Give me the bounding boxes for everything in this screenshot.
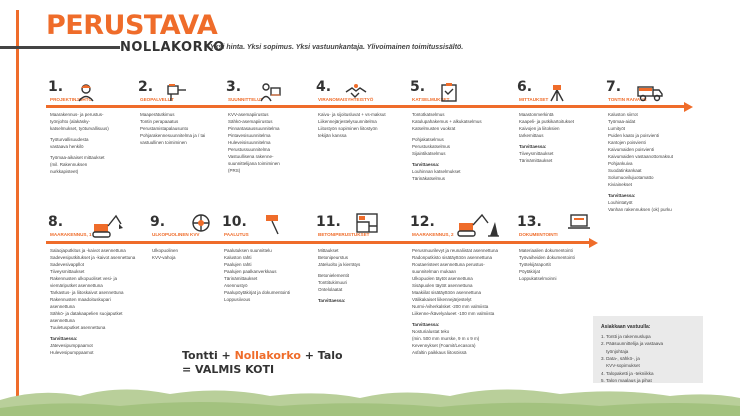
detail-paragraph xyxy=(50,248,165,332)
detail-line: Kaivumaiden vastaanottomaksut xyxy=(608,153,674,159)
detail-line: Loppusiivous xyxy=(224,296,251,302)
detail-line: Perusmuurilevyt ja reunaliistat asennettuna xyxy=(412,248,499,253)
detail-line: suunnittelijana toimiminen xyxy=(228,160,280,166)
detail-paragraph xyxy=(412,137,497,158)
optional-line: Tiiveysmittaukset xyxy=(519,150,554,156)
detail-line: Tärinämittaukset xyxy=(224,275,258,281)
detail-line: Pohjankuiva xyxy=(608,160,633,166)
detail-line: Pohjarakennesuunnitelma ja / tai xyxy=(140,132,206,138)
detail-line: tarkemittaus xyxy=(519,132,544,138)
optional-section xyxy=(519,144,599,165)
detail-line: Rakennusten maadoituskupari xyxy=(50,296,111,302)
detail-line: tekijän kanssa xyxy=(318,132,347,138)
detail-line: Katulupahakemus + alkukatselmus xyxy=(412,118,482,124)
detail-line: Työmaa-aidat xyxy=(608,118,636,124)
detail-line: Pohjakatselmus xyxy=(412,136,444,142)
step-title: MAARAKENNUS, 1 xyxy=(50,232,92,237)
detail-line: asennettuna xyxy=(50,303,75,309)
clipboard-icon xyxy=(440,82,458,107)
detail-line: Nurmi-/viherkalsket -200 mm valmiista xyxy=(412,303,489,309)
responsibility-item: 3. Data-, sähkö-, ja xyxy=(601,356,640,362)
blueprint-icon xyxy=(355,212,379,239)
optional-line: Louhintatyöt xyxy=(608,199,633,205)
pipe-icon xyxy=(190,212,212,239)
detail-paragraph xyxy=(224,248,309,304)
brand-title: PERUSTAVA xyxy=(46,10,218,41)
step-title: TONTIN RAIVAUS xyxy=(608,97,647,102)
step-details xyxy=(412,248,532,361)
detail-line: vastaava henkilö xyxy=(50,143,84,149)
responsibility-item: KVV-sopimukset xyxy=(601,363,640,369)
step-number: 3. xyxy=(226,79,242,95)
detail-paragraph xyxy=(228,112,313,175)
excavator-icon xyxy=(90,212,124,245)
step-number: 12. xyxy=(410,214,435,230)
step-details xyxy=(519,248,599,287)
left-accent-bar xyxy=(16,10,19,405)
detail-paragraph xyxy=(50,155,130,176)
detail-line: Maakiilat sisätäyttöön asennettuna xyxy=(412,289,482,295)
step-title: MAARAKENNUS, 2 xyxy=(412,232,454,237)
detail-line: Ulkopuolen täytöt asennettuna xyxy=(412,275,473,281)
laptop-icon xyxy=(566,212,592,237)
detail-line: Työvaiheiden dokumentointi xyxy=(519,254,575,260)
timeline-bottom-arrow xyxy=(589,238,598,248)
drill-icon xyxy=(166,82,188,107)
optional-title: Tarvittaessa: xyxy=(318,297,346,303)
detail-line: katselmukset, työturvallisuus) xyxy=(50,125,109,131)
step-details xyxy=(318,248,403,309)
optional-line: Nosturialustat teko xyxy=(412,328,450,334)
step-number: 11. xyxy=(316,214,341,230)
responsibility-item: 1. Tontti ja rakennuslupa xyxy=(601,334,651,339)
detail-line: Pintavesisuunnitelma xyxy=(228,132,271,138)
step-number: 2. xyxy=(138,79,154,95)
detail-line: työnjohto (alakäsky- xyxy=(50,118,91,124)
step-title: PAALUTUS xyxy=(224,232,249,237)
detail-line: Jäteluolto ja kierrätys xyxy=(318,261,361,267)
detail-paragraph xyxy=(140,112,220,147)
step-title: BETONIPERUSTUKSET xyxy=(318,232,370,237)
step-details xyxy=(228,112,313,179)
detail-line: Mittaukset xyxy=(318,248,339,253)
detail-line: Materiaalien dokumentointi xyxy=(519,248,573,253)
detail-line: Tarkastus- ja liitoskaivot asennettuna xyxy=(50,289,124,295)
detail-line: Solumuovilujuotamatto xyxy=(608,174,654,180)
optional-section xyxy=(50,336,165,357)
detail-line: Tontotkatselmus xyxy=(412,112,445,117)
optional-section xyxy=(412,322,532,357)
handshake-icon xyxy=(344,82,368,107)
detail-line: Tontin perapaaatus xyxy=(140,118,179,124)
slogan: Yksi hinta. Yksi sopimus. Yksi vastuunkantaja. Ylivoimainen toimitussisältö. xyxy=(210,44,464,51)
detail-line: Kaivojen ja liitoksien xyxy=(519,125,560,131)
timeline-top-arrow xyxy=(684,102,693,112)
detail-line: Tonttitukimuuri xyxy=(318,279,348,285)
responsibility-item: työnjohtaja xyxy=(601,348,629,354)
step-number: 6. xyxy=(517,79,533,95)
detail-line: Rakennusten ulkopuoliset vesi- ja xyxy=(50,275,118,281)
step-details xyxy=(318,112,404,144)
detail-line: Sijaintikatselmus xyxy=(412,150,446,156)
tagline: Tontti + Nollakorko + Talo = VALMIS KOTI xyxy=(182,349,343,376)
detail-paragraph xyxy=(519,248,599,283)
step-details xyxy=(152,248,212,266)
step-details xyxy=(50,112,130,180)
step-number: 1. xyxy=(48,79,64,95)
step-title: PROJEKTINJOHTO xyxy=(50,97,93,102)
detail-line: Katselmusten vuokrat xyxy=(412,125,456,131)
step-details xyxy=(50,248,165,361)
detail-paragraph xyxy=(412,248,532,318)
detail-line: Kaivumaiden poisvienti xyxy=(608,146,655,152)
optional-section xyxy=(608,193,688,214)
detail-line: Kaapeli- ja putkikartoitukset xyxy=(519,118,575,124)
responsibility-item: 4. Talopaketti ja -tekniikka xyxy=(601,370,654,376)
hammer-icon xyxy=(262,212,286,241)
step-title: SUUNNITTELUT xyxy=(228,97,264,102)
detail-line: Paalujen paalkanverkkaus xyxy=(224,268,277,274)
step-title: KATSELMUKSET xyxy=(412,97,450,102)
detail-line: Salaojaputkitus ja -kaivot asennettuna xyxy=(50,248,126,253)
detail-line: Puiden kaato ja poisvienti xyxy=(608,132,660,138)
detail-line: Välikakaiset liikennejärjestelyt xyxy=(412,296,472,302)
detail-line: Liitostyön sopiminen liitostyön xyxy=(318,125,378,131)
detail-line: Työmaa-aikaiset mittaukset xyxy=(50,154,105,160)
excavator2-icon xyxy=(455,210,499,245)
timeline-bottom xyxy=(46,241,591,244)
detail-line: Perustamistapalausunto xyxy=(140,125,189,131)
optional-section xyxy=(318,298,403,305)
optional-line: Hulevesipumppaamot xyxy=(50,349,94,355)
step-title: DOKUMENTOINTI xyxy=(519,232,558,237)
detail-line: Huleveisisuunnitelma xyxy=(228,139,271,145)
detail-line: Kiviainekset xyxy=(608,181,633,187)
step-title: VIRANOMAISYHTEISTYÖ xyxy=(318,97,374,102)
detail-line: Kantojen poisvienti xyxy=(608,139,646,145)
detail-line: Perustussuunnitelma xyxy=(228,146,271,152)
box-title: Asiakkaan vastuulla: xyxy=(601,324,651,330)
detail-line: Maastonmerkintä xyxy=(519,112,554,117)
optional-section xyxy=(412,162,497,183)
worker-icon xyxy=(76,82,96,107)
detail-paragraph xyxy=(608,112,688,189)
detail-line: Pöytäkirjat xyxy=(519,268,541,274)
detail-paragraph xyxy=(318,112,404,140)
detail-paragraph xyxy=(50,137,130,151)
detail-line: Routaeristeet asennettuna perustus- xyxy=(412,261,485,267)
hills-decoration xyxy=(0,378,740,416)
optional-line: Kevennykset (Foamit/Lecasora) xyxy=(412,342,476,348)
detail-line: Sadevesivappllot xyxy=(50,261,85,267)
detail-line: Vastuullisena rakenne- xyxy=(228,153,274,159)
step-number: 10. xyxy=(222,214,247,230)
step-title: GEOPALVELUT xyxy=(140,97,174,102)
detail-line: Työtekijäraportit xyxy=(519,261,551,267)
detail-line: Kaluston siirrot xyxy=(608,112,638,117)
step-details xyxy=(608,112,688,218)
optional-title: Tarvittaessa: xyxy=(608,192,636,198)
detail-line: (PRS) xyxy=(228,167,241,173)
step-number: 9. xyxy=(150,214,166,230)
detail-paragraph xyxy=(519,112,599,140)
detail-paragraph xyxy=(318,273,403,294)
truck-icon xyxy=(636,82,664,107)
step-number: 7. xyxy=(606,79,622,95)
detail-line: Liikenne-/kävelyalueet -100 mm valmiista xyxy=(412,310,495,316)
step-details xyxy=(412,112,497,187)
detail-line: Ontelolaatat xyxy=(318,286,343,292)
detail-line: Maarakennus- ja perustus- xyxy=(50,112,104,117)
detail-line: (mil. Rakennuksen xyxy=(50,161,88,167)
detail-line: Sadevesiputkitukset ja -kaivot asennettuna xyxy=(50,254,136,260)
detail-line: Tuuletusputket asennettuna xyxy=(50,324,106,330)
detail-paragraph xyxy=(50,112,130,133)
detail-line: Radonputkisto sisätäyttöön asennettuna xyxy=(412,254,493,260)
optional-title: Tarvittaessa: xyxy=(412,321,440,327)
detail-line: viemäriputket asennettuna xyxy=(50,282,103,288)
detail-line: Kaluston rahti xyxy=(224,254,252,260)
step-details xyxy=(224,248,309,308)
optional-line: Tärinämittaukset xyxy=(519,157,553,163)
responsibility-item: 2. Pääsuunnittelija ja vastaava xyxy=(601,341,664,347)
detail-paragraph xyxy=(412,112,497,133)
optional-line: (min. 500 mm murske, 9 m x 9 m) xyxy=(412,335,480,341)
detail-line: Betonielementit xyxy=(318,272,350,278)
designer-icon xyxy=(258,82,282,107)
detail-line: Lumityöt xyxy=(608,125,626,131)
detail-line: asennettuna xyxy=(50,317,75,323)
survey-icon xyxy=(546,82,568,107)
detail-line: Perustuskatselmus xyxy=(412,143,451,149)
brand-subtitle: NOLLAKORKO xyxy=(120,40,225,55)
optional-line: Vanhan rakennuksen (ok) purku xyxy=(608,206,672,212)
step-details xyxy=(140,112,220,151)
step-number: 8. xyxy=(48,214,64,230)
detail-line: Loppukatselmoinni xyxy=(519,275,557,281)
detail-line: nurkkapisteet) xyxy=(50,168,79,174)
step-details xyxy=(519,112,599,169)
detail-line: Ulkopuolinen xyxy=(152,248,179,253)
detail-paragraph xyxy=(152,248,212,262)
subtitle-rule xyxy=(0,46,120,49)
detail-line: Tiiveysmittaukset xyxy=(50,268,85,274)
detail-line: KVV-asemapiirustus xyxy=(228,112,269,117)
detail-line: Paalupöytäkirjat ja dokumentointi xyxy=(224,289,291,295)
detail-line: vastuullinen toimiminen xyxy=(140,139,187,145)
detail-line: Työturvallisuudesta xyxy=(50,136,89,142)
detail-line: Pinnantasaussuunnitelma xyxy=(228,125,280,131)
optional-line: Jätevesipumppaamot xyxy=(50,342,93,348)
detail-line: Paalutuksen suunnittelu xyxy=(224,248,272,253)
detail-line: suunnitelman mukaan xyxy=(412,268,457,274)
detail-line: Sähkö-asemapiirustus xyxy=(228,118,273,124)
optional-title: Tarvittaessa: xyxy=(50,335,78,341)
detail-line: Sähkö- ja datakaapelien suojaputket xyxy=(50,310,123,316)
detail-line: Suodatinkankaat xyxy=(608,167,642,173)
detail-line: Sisäpuolen täytöt asennettuna xyxy=(412,282,473,288)
step-title: MITTAUKSET xyxy=(519,97,549,102)
customer-responsibility-box xyxy=(593,316,703,383)
optional-title: Tarvittaessa: xyxy=(519,143,547,149)
optional-title: Tarvittaessa: xyxy=(412,161,440,167)
optional-line: Louhinnan katselmukset xyxy=(412,168,461,174)
step-title: ULKOPUOLINEN KVV xyxy=(152,232,200,237)
detail-line: Betonipeurstus xyxy=(318,254,349,260)
optional-line: Tärinäkatselmus xyxy=(412,175,446,181)
detail-line: Kaivu- ja sijoitusluvat + vs-maksut xyxy=(318,112,386,117)
step-number: 13. xyxy=(517,214,542,230)
detail-line: Asennustyö xyxy=(224,282,248,288)
responsibility-item: 5. Talon maalaus ja pihat xyxy=(601,378,652,384)
detail-line: Maaperätutkimus xyxy=(140,112,175,117)
detail-line: KVV-vahoja xyxy=(152,254,176,260)
detail-paragraph xyxy=(318,248,403,269)
detail-line: Liikennejärjestelysuunnitelma xyxy=(318,118,377,124)
step-number: 4. xyxy=(316,79,332,95)
optional-line: Asfaltin paikkaus liitosöissä xyxy=(412,349,467,355)
step-number: 5. xyxy=(410,79,426,95)
detail-line: Paalujen rahti xyxy=(224,261,252,267)
